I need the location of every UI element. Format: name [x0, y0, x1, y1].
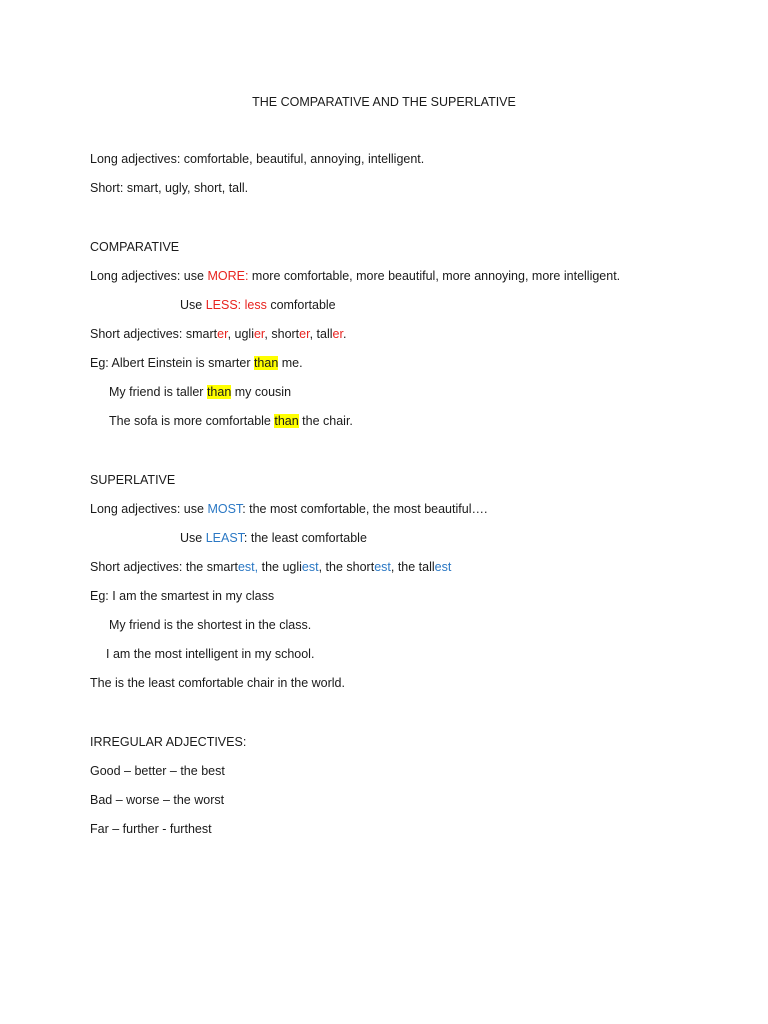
est-suffix: est: [301, 560, 319, 574]
irregular-good: Good – better – the best: [90, 764, 225, 778]
superlative-long-line: [90, 501, 487, 517]
comparative-long-line: [90, 268, 620, 284]
superlative-short-mid: , the tall: [390, 560, 435, 574]
comparative-long-prefix: Long adjectives: use: [90, 269, 208, 283]
example-text: me.: [278, 356, 303, 370]
than-highlight: than: [274, 414, 299, 428]
superlative-use-prefix: Use: [180, 531, 206, 545]
comparative-example-3: [109, 413, 353, 429]
er-suffix: er: [217, 327, 228, 341]
intro-long-adjectives: Long adjectives: comfortable, beautiful, annoying, intelligent.: [90, 152, 425, 166]
irregular-heading: IRREGULAR ADJECTIVES:: [90, 735, 247, 749]
superlative-long-prefix: Long adjectives: use: [90, 502, 208, 516]
comparative-short-mid: , tall: [309, 327, 333, 341]
example-text: The sofa is more comfortable: [109, 414, 275, 428]
comparative-short-end: .: [342, 327, 347, 341]
comparative-more-keyword: MORE:: [207, 269, 249, 283]
superlative-least-line: [180, 530, 367, 546]
superlative-use-rest: : the least comfortable: [243, 531, 367, 545]
superlative-example-3: I am the most intelligent in my school.: [106, 647, 315, 661]
est-suffix: est: [434, 560, 452, 574]
document-title: THE COMPARATIVE AND THE SUPERLATIVE: [252, 95, 516, 109]
superlative-example-1: Eg: I am the smartest in my class: [90, 589, 275, 603]
comparative-use-prefix: Use: [180, 298, 206, 312]
superlative-heading: SUPERLATIVE: [90, 473, 176, 487]
comparative-example-1: [90, 355, 303, 371]
comparative-short-mid: , short: [264, 327, 300, 341]
er-suffix: er: [332, 327, 343, 341]
comparative-short-mid: , ugli: [227, 327, 254, 341]
example-text: My friend is taller: [109, 385, 207, 399]
comparative-heading: COMPARATIVE: [90, 240, 180, 254]
est-suffix: est: [374, 560, 391, 574]
comparative-use-rest: comfortable: [266, 298, 336, 312]
superlative-short-mid: the ugli: [258, 560, 302, 574]
comparative-example-2: [109, 384, 291, 400]
superlative-short-line: [90, 559, 451, 575]
er-suffix: er: [253, 327, 265, 341]
comparative-less-keyword: LESS: less: [205, 298, 267, 312]
est-suffix: est,: [237, 560, 259, 574]
intro-short-adjectives: Short: smart, ugly, short, tall.: [90, 181, 249, 195]
er-suffix: er: [299, 327, 310, 341]
superlative-short-mid: , the short: [318, 560, 375, 574]
comparative-short-prefix: Short adjectives: smart: [90, 327, 218, 341]
irregular-bad: Bad – worse – the worst: [90, 793, 225, 807]
superlative-least-keyword: LEAST: [205, 531, 244, 545]
superlative-long-rest: : the most comfortable, the most beautiful….: [242, 502, 488, 516]
comparative-long-rest: more comfortable, more beautiful, more annoying, more intelligent.: [248, 269, 621, 283]
superlative-most-keyword: MOST: [207, 502, 243, 516]
example-text: Eg: Albert Einstein is smarter: [90, 356, 254, 370]
than-highlight: than: [253, 356, 279, 370]
comparative-less-line: [180, 297, 336, 313]
example-text: my cousin: [231, 385, 292, 399]
comparative-short-line: [90, 326, 346, 342]
superlative-short-prefix: Short adjectives: the smart: [90, 560, 238, 574]
than-highlight: than: [206, 385, 232, 399]
example-text: the chair.: [298, 414, 353, 428]
superlative-example-4: The is the least comfortable chair in the world.: [90, 676, 345, 690]
irregular-far: Far – further - furthest: [90, 822, 212, 836]
superlative-example-2: My friend is the shortest in the class.: [109, 618, 312, 632]
